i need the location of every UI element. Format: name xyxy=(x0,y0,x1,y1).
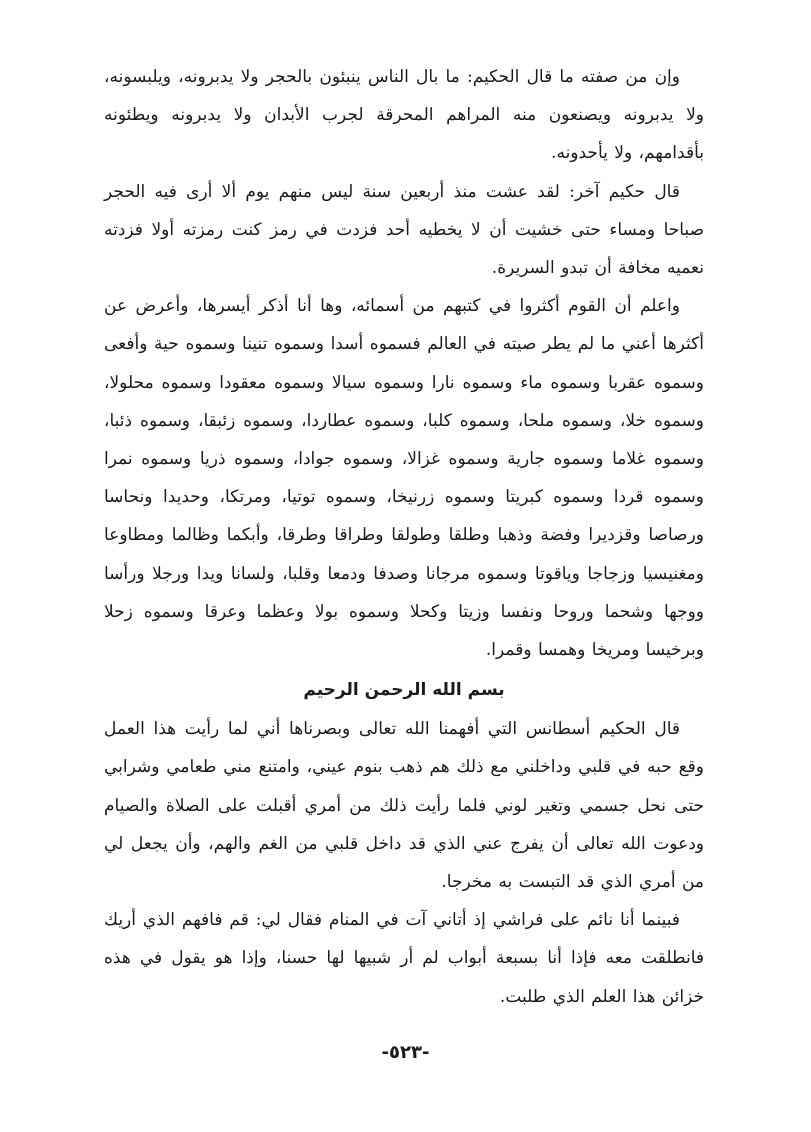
paragraph-2: قال حكيم آخر: لقد عشت منذ أربعين سنة ليس منهم يوم ألا أرى فيه الحجر صباحا ومساء حتى خشيت أن لا يخطيه أحد فزدت في رمز كنت رمزته أولا فزدته نعميه مخافة أن تبدو السريرة. xyxy=(104,181,704,279)
paragraph-1: وإن من صفته ما قال الحكيم: ما بال الناس ينبئون بالحجر ولا يدبرونه، ويلبسونه، ولا يدبرونه ويصنعون منه المراهم المحرقة لجرب الأبدان ولا يدبرونه ويطئونه بأقدامهم، ولا يأحدونه. xyxy=(104,67,704,164)
page-number: -٥٢٣- xyxy=(381,1042,430,1063)
paragraph-5: فبينما أنا نائم على فراشي إذ أتاني آت في المنام فقال لي: قم فافهم الذي أريك فانطلقت معه فإذا أنا بسبعة أبواب لم أر شبيها لها حسنا، وإذا هو يقول في هذه خزائن هذا العلم الذي طلبت. xyxy=(104,910,704,1007)
section-heading: بسم الله الرحمن الرحيم xyxy=(303,680,505,701)
body-text xyxy=(104,58,704,1016)
paragraph-4: قال الحكيم أسطانس التي أفهمنا الله تعالى وبصرناها أني لما رأيت هذا العمل وقع حبه في قلبي وداخلني مع ذلك هم ذهب بنوم عيني، وامتنع مني طعامي وشرابي حتى نحل جسمي وتغير لوني فلما رأيت ذلك من أمري أقبلت على الصلاة والصيام ودعوت الله تعالى أن يفرج عني الذي قد داخل قلبي من الغم والهم، وأن يجعل لي من أمري الذي قد التبست به مخرجا. xyxy=(104,719,704,893)
paragraph-3: واعلم أن القوم أكثروا في كتبهم من أسمائه، وها أنا أذكر أيسرها، وأعرض عن أكثرها أعني ما لم يطر صيته في العالم فسموه أسدا وسموه تنينا وسموه حية وأفعى وسموه عقربا وسموه ماء وسموه نارا وسموه سيالا وسموه معقودا وسموه محلولا، وسموه خلا، وسموه ملحا، وسموه كلبا، وسموه عطاردا، وسموه زئبقا، وسموه ذئبا، وسموه غلاما وسموه جارية وسموه غزالا، وسموه جوادا، وسموه ذريا وسموه نمرا وسموه قردا وسموه كبريتا وسموه زرنيخا، وسموه توتيا، ومرتكا، وحديدا ونحاسا ورصاصا وقزديرا وفضة وذهبا وطلقا وطولقا وطراقا وطرقا، وأبكما وظالما ومطاوعا ومغنيسيا وزجاجا وياقوتا وسموه مرجانا وصدفا ودمعا وقلبا، ولسانا ويدا ورجلا ورأسا ووجها وشحما وروحا ونفسا وزيتا وكحلا وسموه بولا وعظما وعرقا وسموه زحلا وبرخيسا ومريخا وهمسا وقمرا. xyxy=(104,296,704,661)
